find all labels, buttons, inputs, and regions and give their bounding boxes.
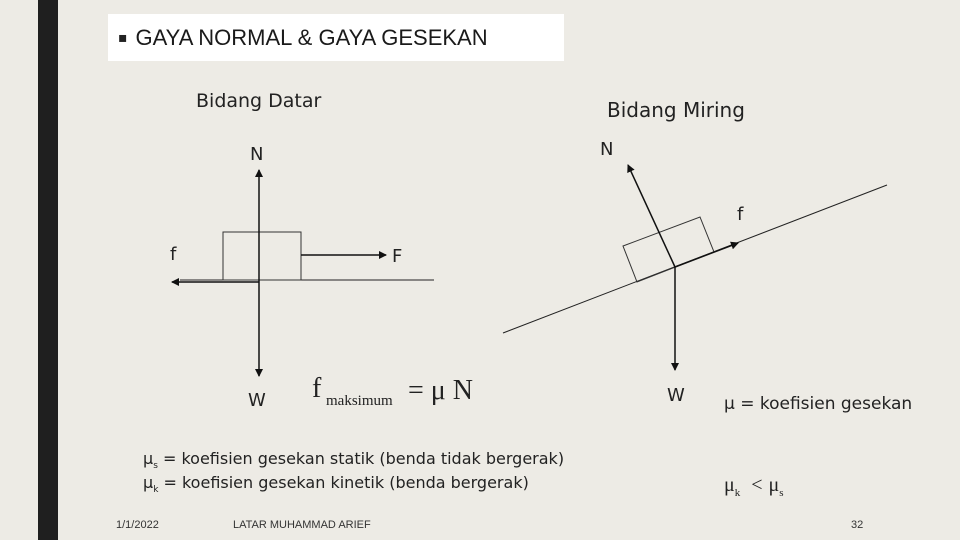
mu-subscript: s [153,461,158,472]
flat-label-W: W [248,390,266,411]
definition-text: = koefisien gesekan kinetik (benda bergerak) [158,473,529,492]
formula-subscript: maksimum [326,393,393,409]
formula-rhs: = μ N [408,375,474,406]
mu-symbol: μ [143,473,154,492]
footer-author: LATAR MUHAMMAD ARIEF [233,519,371,531]
inequality-operator: < [751,474,763,496]
incline-diagram [503,165,887,370]
incline-normal-arrow [628,165,675,267]
incline-friction-arrow [675,243,738,267]
inequality-left: μ [724,474,735,496]
incline-block [623,217,714,282]
inequality [724,474,784,499]
incline-label-N: N [600,139,614,160]
flat-label-N: N [250,144,264,165]
inequality-left-sub: k [734,487,741,499]
mu-subscript: k [153,485,159,496]
definition-static [143,449,564,471]
inequality-right: μ [768,474,780,496]
title-bullet: ▪ [118,29,128,46]
formula-f: f [312,373,322,404]
flat-heading: Bidang Datar [196,90,322,112]
definition-kinetic [143,473,529,495]
mu-definition: μ = koefisien gesekan [724,394,913,414]
definition-text: = koefisien gesekan statik (benda tidak bergerak) [157,449,565,468]
flat-diagram [172,170,434,376]
flat-label-f: f [170,244,177,265]
page-number: 32 [851,519,864,531]
footer-date: 1/1/2022 [116,519,159,531]
inequality-right-sub: s [779,487,784,499]
flat-label-F: F [392,246,403,267]
incline-label-W: W [667,385,685,406]
incline-label-f: f [737,204,744,225]
mu-symbol: μ [143,449,154,468]
incline-heading: Bidang Miring [607,98,745,122]
slide-title: GAYA NORMAL & GAYA GESEKAN [135,24,488,50]
flat-block [223,232,301,280]
